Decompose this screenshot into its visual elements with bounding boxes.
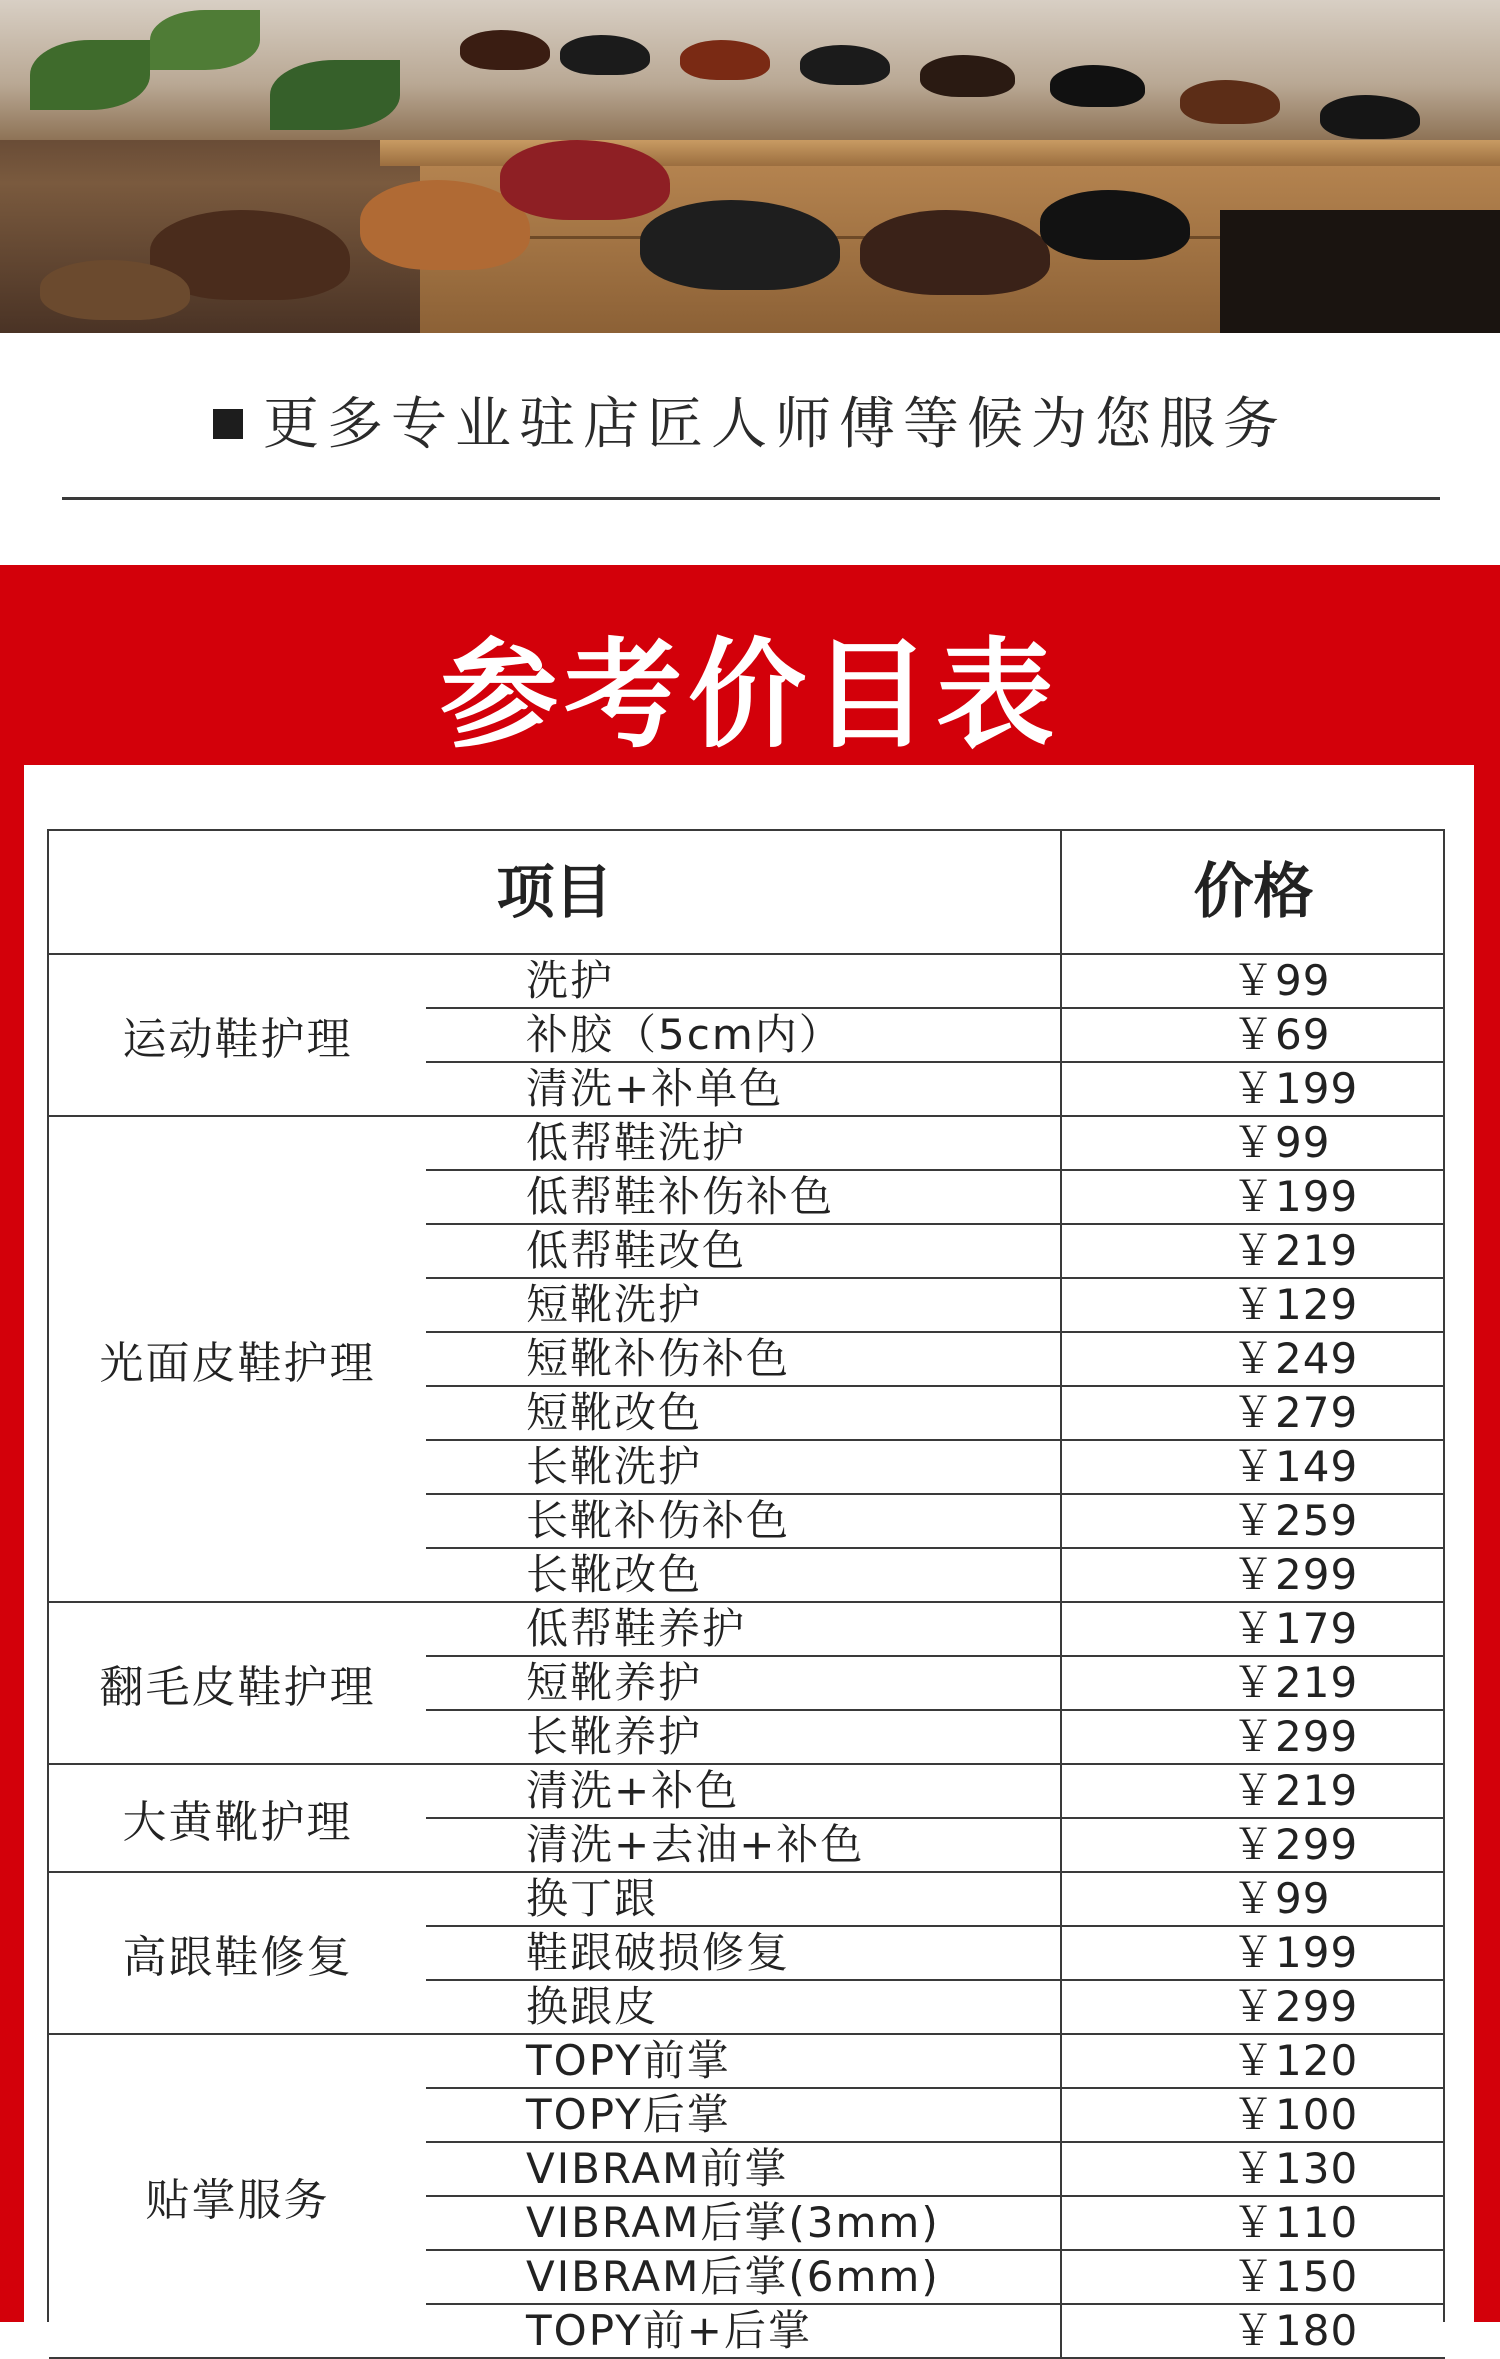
subtitle: [0, 380, 1500, 460]
square-bullet-icon: [213, 409, 243, 439]
service-name: 低帮鞋洗护: [426, 1117, 1062, 1169]
table-row: [426, 1765, 1445, 1819]
service-name: 短靴养护: [426, 1657, 1062, 1709]
service-price: ￥149: [1232, 1442, 1359, 1491]
service-name: TOPY前掌: [426, 2035, 1062, 2087]
service-name: 低帮鞋养护: [426, 1603, 1062, 1655]
table-row: [426, 1711, 1445, 1765]
photo-shoe-6: [1050, 65, 1145, 107]
service-name: 短靴洗护: [426, 1279, 1062, 1331]
table-row: [426, 1549, 1445, 1603]
category-cell: 高跟鞋修复: [49, 1873, 426, 2035]
service-price: ￥299: [1232, 1982, 1359, 2031]
table-row: [426, 2035, 1445, 2089]
photo-shoe-5: [920, 55, 1015, 97]
photo-plant-3: [270, 60, 400, 130]
service-name: VIBRAM前掌: [426, 2143, 1062, 2195]
service-price: ￥150: [1232, 2252, 1359, 2301]
subtitle-divider: [62, 497, 1440, 500]
service-price: ￥199: [1232, 1172, 1359, 1221]
service-name: 低帮鞋改色: [426, 1225, 1062, 1277]
service-price: ￥199: [1232, 1928, 1359, 1977]
service-name: 清洗+补色: [426, 1765, 1062, 1817]
service-name: 鞋跟破损修复: [426, 1927, 1062, 1979]
table-row: [426, 1873, 1445, 1927]
service-price: ￥99: [1232, 956, 1331, 1005]
service-price: ￥100: [1232, 2090, 1359, 2139]
service-price: ￥110: [1232, 2198, 1359, 2247]
photo-dark-corner: [1220, 210, 1500, 333]
table-row: [426, 2143, 1445, 2197]
service-name: VIBRAM后掌(6mm): [426, 2251, 1062, 2303]
service-price: ￥129: [1232, 1280, 1359, 1329]
table-row: [426, 955, 1445, 1009]
service-price: ￥299: [1232, 1712, 1359, 1761]
subtitle-text: 更多专业驻店匠人师傅等候为您服务: [263, 392, 1287, 457]
photo-shoe-4: [800, 45, 890, 85]
table-row: [426, 1387, 1445, 1441]
service-name: 洗护: [426, 955, 1062, 1007]
service-price: ￥299: [1232, 1550, 1359, 1599]
service-price: ￥299: [1232, 1820, 1359, 1869]
category-cell: 光面皮鞋护理: [49, 1117, 426, 1603]
table-row: [426, 1063, 1445, 1117]
header-item: 项目: [49, 831, 1062, 953]
table-row: [426, 2089, 1445, 2143]
service-name: 清洗+补单色: [426, 1063, 1062, 1115]
price-table: [47, 829, 1445, 2355]
service-name: 短靴改色: [426, 1387, 1062, 1439]
service-name: 长靴洗护: [426, 1441, 1062, 1493]
price-table-header: [49, 831, 1445, 955]
service-price: ￥249: [1232, 1334, 1359, 1383]
photo-plant-2: [150, 10, 260, 70]
table-row: [426, 2197, 1445, 2251]
service-price: ￥199: [1232, 1064, 1359, 1113]
category-cell: 翻毛皮鞋护理: [49, 1603, 426, 1765]
service-name: 补胶（5cm内）: [426, 1009, 1062, 1061]
table-row: [426, 1171, 1445, 1225]
category-cell: 运动鞋护理: [49, 955, 426, 1117]
photo-shoe-8: [1320, 95, 1420, 139]
service-price: ￥130: [1232, 2144, 1359, 2193]
service-price: ￥279: [1232, 1388, 1359, 1437]
service-price: ￥219: [1232, 1658, 1359, 1707]
service-price: ￥99: [1232, 1874, 1331, 1923]
photo-shoe-1: [460, 30, 550, 70]
table-row: [426, 2305, 1445, 2359]
table-row: [426, 1981, 1445, 2035]
service-name: 长靴改色: [426, 1549, 1062, 1601]
table-row: [426, 1819, 1445, 1873]
table-row: [426, 1225, 1445, 1279]
service-price: ￥259: [1232, 1496, 1359, 1545]
service-name: TOPY后掌: [426, 2089, 1062, 2141]
table-row: [426, 2251, 1445, 2305]
photo-shoe-7: [1180, 80, 1280, 124]
table-row: [426, 1927, 1445, 1981]
photo-plant-1: [30, 40, 150, 110]
header-price: 价格: [1193, 857, 1314, 927]
service-price: ￥219: [1232, 1766, 1359, 1815]
service-name: 换丁跟: [426, 1873, 1062, 1925]
service-name: VIBRAM后掌(3mm): [426, 2197, 1062, 2249]
category-cell: 贴掌服务: [49, 2035, 426, 2359]
service-price: ￥99: [1232, 1118, 1331, 1167]
photo-shoe-2: [560, 35, 650, 75]
service-price: ￥180: [1232, 2306, 1359, 2355]
table-row: [426, 1603, 1445, 1657]
service-name: TOPY前+后掌: [426, 2305, 1062, 2357]
table-row: [426, 1117, 1445, 1171]
service-price: ￥120: [1232, 2036, 1359, 2085]
category-cell: 大黄靴护理: [49, 1765, 426, 1873]
service-name: 低帮鞋补伤补色: [426, 1171, 1062, 1223]
service-name: 长靴补伤补色: [426, 1495, 1062, 1547]
price-list-title: 参考价目表: [439, 626, 1060, 764]
photo-shoe-3: [680, 40, 770, 80]
service-name: 短靴补伤补色: [426, 1333, 1062, 1385]
table-row: [426, 1441, 1445, 1495]
service-name: 换跟皮: [426, 1981, 1062, 2033]
service-name: 清洗+去油+补色: [426, 1819, 1062, 1871]
table-row: [426, 1495, 1445, 1549]
table-row: [426, 1657, 1445, 1711]
table-row: [426, 1333, 1445, 1387]
shoe-shop-photo: [0, 0, 1500, 333]
table-row: [426, 1009, 1445, 1063]
service-name: 长靴养护: [426, 1711, 1062, 1763]
service-price: ￥179: [1232, 1604, 1359, 1653]
service-price: ￥219: [1232, 1226, 1359, 1275]
service-price: ￥69: [1232, 1010, 1331, 1059]
table-row: [426, 1279, 1445, 1333]
